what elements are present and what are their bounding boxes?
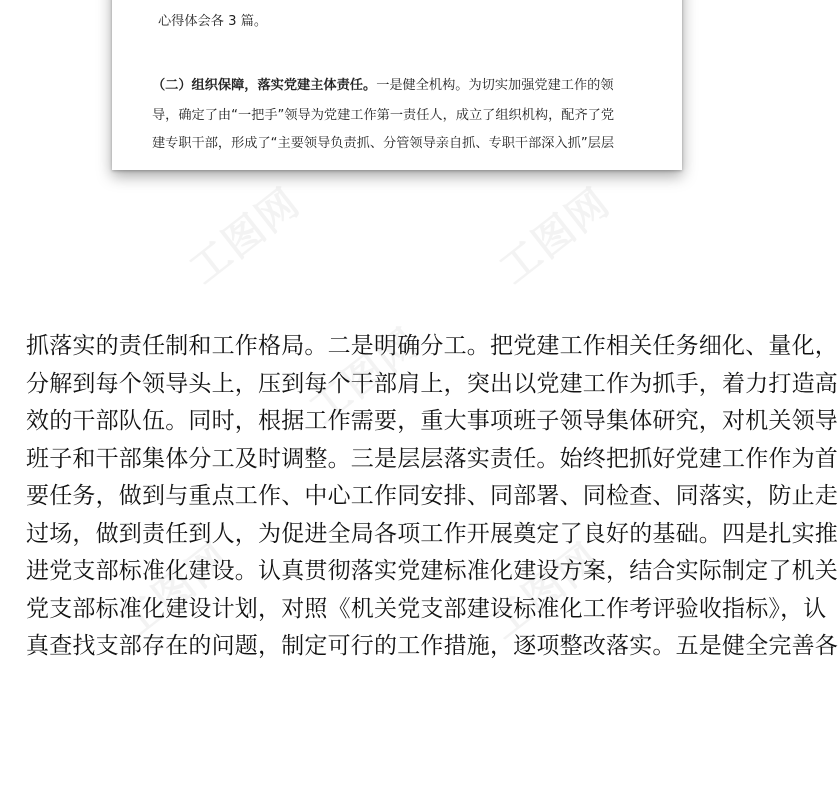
preview-cut-line (152, 0, 646, 4)
preview-line-3: 导，确定了由“一把手”领导为党建工作第一责任人，成立了组织机构，配齐了党 (152, 108, 615, 123)
body-line: 要任务，做到与重点工作、中心工作同安排、同部署、同检查、同落实，防止走 (26, 483, 838, 509)
document-body (26, 328, 838, 666)
body-line: 抓落实的责任制和工作格局。二是明确分工。把党建工作相关任务细化、量化， (26, 333, 838, 359)
preview-section-heading: （二）组织保障，落实党建主体责任。 (152, 78, 377, 93)
preview-line-1: 心得体会各 3 篇。 (158, 14, 268, 29)
body-line: 效的干部队伍。同时，根据工作需要，重大事项班子领导集体研究，对机关领导 (26, 408, 838, 434)
body-line: 进党支部标准化建设。认真贯彻落实党建标准化建设方案，结合实际制定了机关 (26, 558, 838, 584)
watermark: 工图网 (181, 179, 309, 294)
preview-line-2-text: 一是健全机构。为切实加强党建工作的领 (376, 78, 614, 93)
body-line: 真查找支部存在的问题，制定可行的工作措施，逐项整改落实。五是健全完善各 (26, 633, 838, 659)
document-preview-card (112, 0, 682, 170)
body-line: 分解到每个领导头上，压到每个干部肩上，突出以党建工作为抓手，着力打造高 (26, 370, 838, 397)
preview-line-2 (152, 76, 646, 96)
watermark: 工图网 (301, 319, 429, 434)
body-line: 过场，做到责任到人，为促进全局各项工作开展奠定了良好的基础。四是扎实推 (26, 520, 838, 547)
watermark: 工图网 (491, 179, 619, 294)
watermark: 工图网 (111, 534, 239, 649)
body-line: 班子和干部集体分工及时调整。三是层层落实责任。始终把抓好党建工作作为首 (26, 445, 838, 472)
body-line: 党支部标准化建设计划，对照《机关党支部建设标准化工作考评验收指标》，认 (26, 595, 827, 622)
watermark: 工图网 (481, 534, 609, 649)
preview-line-4: 建专职干部，形成了“主要领导负责抓、分管领导亲自抓、专职干部深入抓”层层 (152, 136, 615, 151)
